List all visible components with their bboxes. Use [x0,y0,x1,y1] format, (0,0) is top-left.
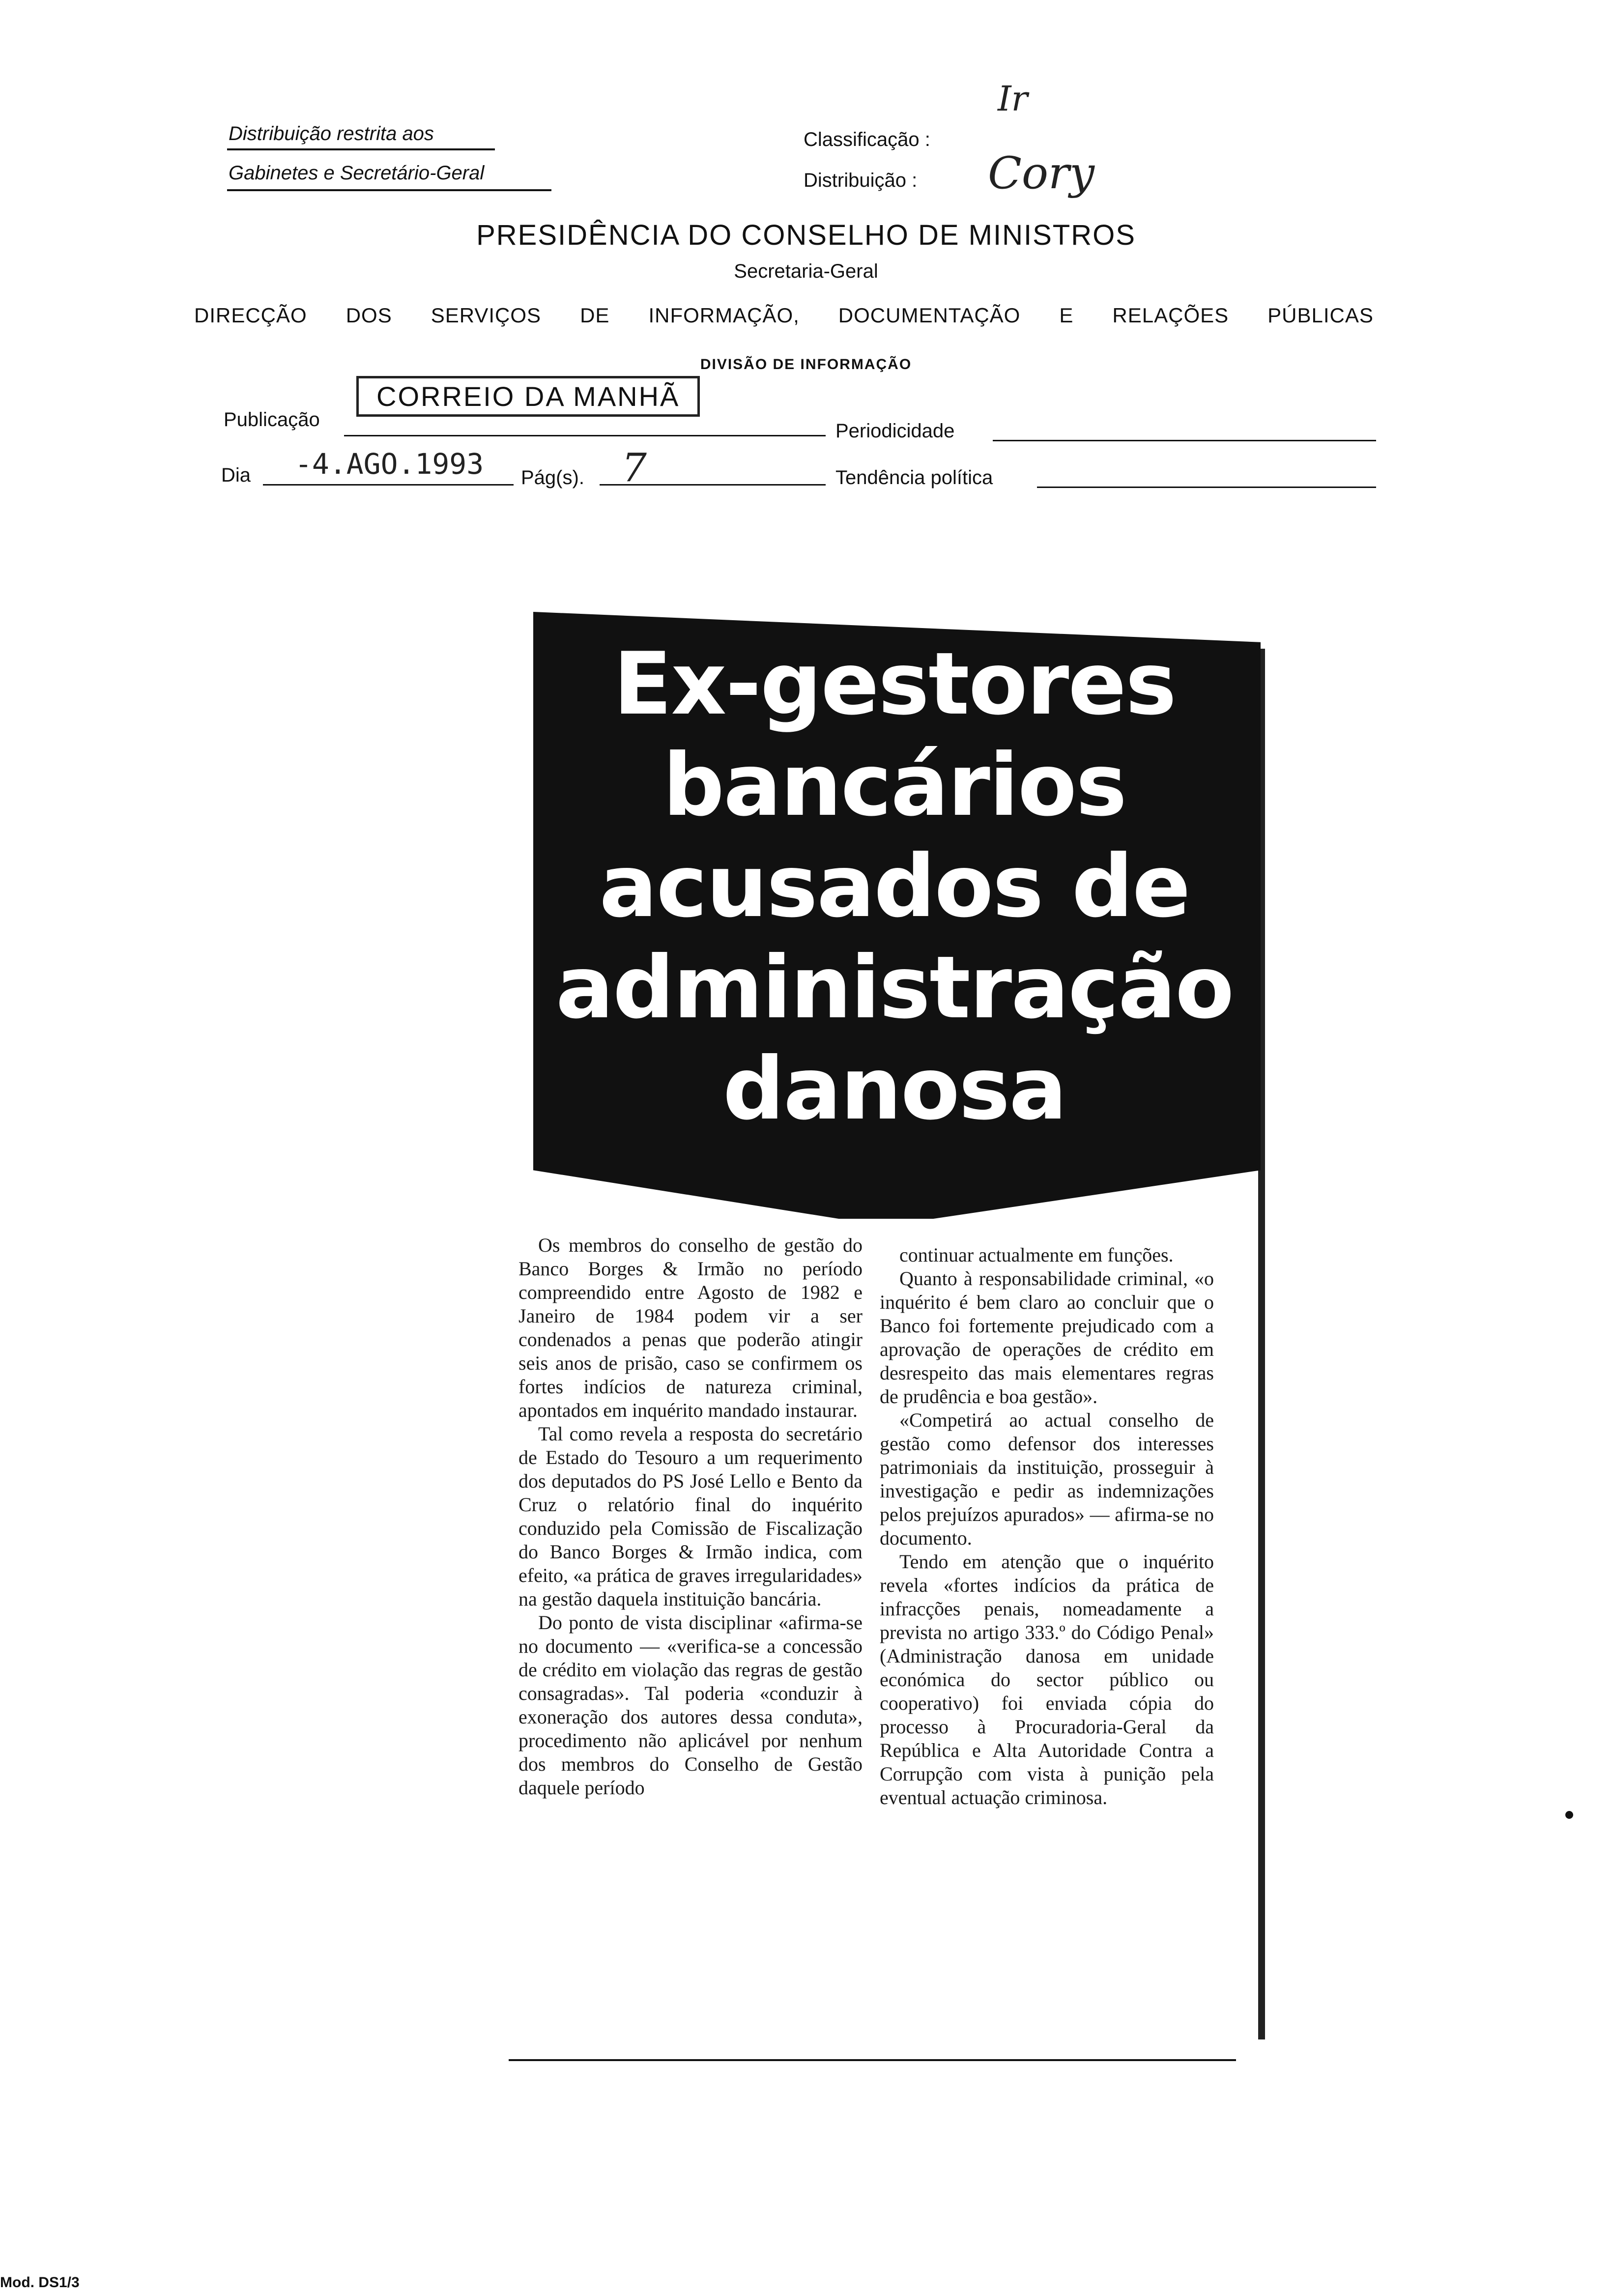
form-code: Mod. DS1/3 [0,2274,80,2291]
tendencia-underline [1037,487,1376,488]
department-word: DOCUMENTAÇÃO [838,304,1021,327]
tendencia-label: Tendência política [835,467,993,488]
article-paragraph: Os membros do conselho de gestão do Banco Borges & Irmão no período compreendido entre Agosto de 1982 e Janeiro de 1984 podem vir a ser condenados a penas que poderão atingir seis anos de prisão, caso se confirmem os fortes indícios de natureza criminal, apontados em inquérito mandado instaurar. [518,1234,863,1421]
department-word: PÚBLICAS [1267,304,1374,327]
handwritten-distribuicao: Cory [988,147,1094,199]
page-title: PRESIDÊNCIA DO CONSELHO DE MINISTROS [476,219,1136,251]
article-paragraph: Quanto à responsabilidade criminal, «o inquérito é bem claro ao concluir que o Banco foi fortemente prejudicado com a aprovação de operações de crédito em desrespeito das mais elementares regras de prudência e boa gestão». [880,1267,1214,1407]
scan-speck [1565,1811,1573,1819]
handwritten-classificacao: Ir [998,79,1028,119]
periodicidade-label: Periodicidade [835,420,955,442]
dia-stamp: -4.AGO.1993 [295,447,484,481]
department-word: INFORMAÇÃO, [648,304,800,327]
restricted-distribution-line1: Distribuição restrita aos [229,123,434,144]
division-label: DIVISÃO DE INFORMAÇÃO [700,356,912,373]
headline-line: acusados de [599,837,1190,937]
article-paragraph: Do ponto de vista disciplinar «afirma-se no documento — «verifica-se a concessão de crédito em violação das regras de gestão consagradas». Tal poderia «conduzir à exoneração dos autores dessa conduta», procedimento não aplicável por nenhum dos membros do Conselho de Gestão daquele período [518,1611,863,1799]
article-paragraph: continuar actualmente em funções. [899,1244,1174,1266]
department-word: DOS [345,304,392,327]
pag-value: 7 [622,445,647,490]
headline [541,634,1248,1140]
article-column-left [518,1234,863,1800]
dia-underline [263,484,514,486]
publicacao-stamp: CORREIO DA MANHÃ [356,376,700,417]
clipping-bottom-rule [509,2059,1236,2061]
department-word: RELAÇÕES [1112,304,1229,327]
department-word: DE [580,304,610,327]
headline-line: administração [555,938,1234,1038]
underline [227,189,551,191]
department-line [194,304,1374,327]
dia-label: Dia [221,464,251,486]
periodicidade-underline [993,440,1376,441]
pag-label: Pág(s). [521,467,584,488]
distribuicao-label: Distribuição : [804,170,918,191]
headline-line: Ex-gestores [613,634,1176,734]
article-column-right [880,1243,1214,1809]
classificacao-label: Classificação : [804,129,930,150]
department-word: SERVIÇOS [431,304,542,327]
department-word: DIRECÇÃO [194,304,307,327]
headline-line: danosa [722,1039,1066,1139]
article-paragraph: Tal como revela a resposta do secretário de Estado do Tesouro a um requerimento dos deputados do PS José Lello e Bento da Cruz o relatório final do inquérito conduzido pela Comissão de Fiscalização do Banco Borges & Irmão indica, com efeito, «a prática de graves irregularidades» na gestão daquela instituição bancária. [518,1423,863,1610]
underline [227,148,495,150]
article-paragraph: Tendo em atenção que o inquérito revela «fortes indícios da prática de infracções penais, nomeadamente a prevista no artigo 333.º do Código Penal» (Administração danosa em unidade económica do sector público ou cooperativo) foi enviada cópia do processo à Procuradoria-Geral da República e Alta Autoridade Contra a Corrupção com vista à punição pela eventual actuação criminosa. [880,1550,1214,1808]
publicacao-underline [344,435,826,436]
publicacao-label: Publicação [224,409,320,430]
article-paragraph: «Competirá ao actual conselho de gestão como defensor dos interesses patrimoniais da instituição, prosseguir à investigação e pedir as indemnizações pelos prejuízos apurados» — afirma-se no documento. [880,1409,1214,1549]
headline-line: bancários [662,736,1126,835]
department-word: E [1059,304,1074,327]
restricted-distribution-line2: Gabinetes e Secretário-Geral [229,162,485,184]
page-subtitle: Secretaria-Geral [734,260,878,282]
